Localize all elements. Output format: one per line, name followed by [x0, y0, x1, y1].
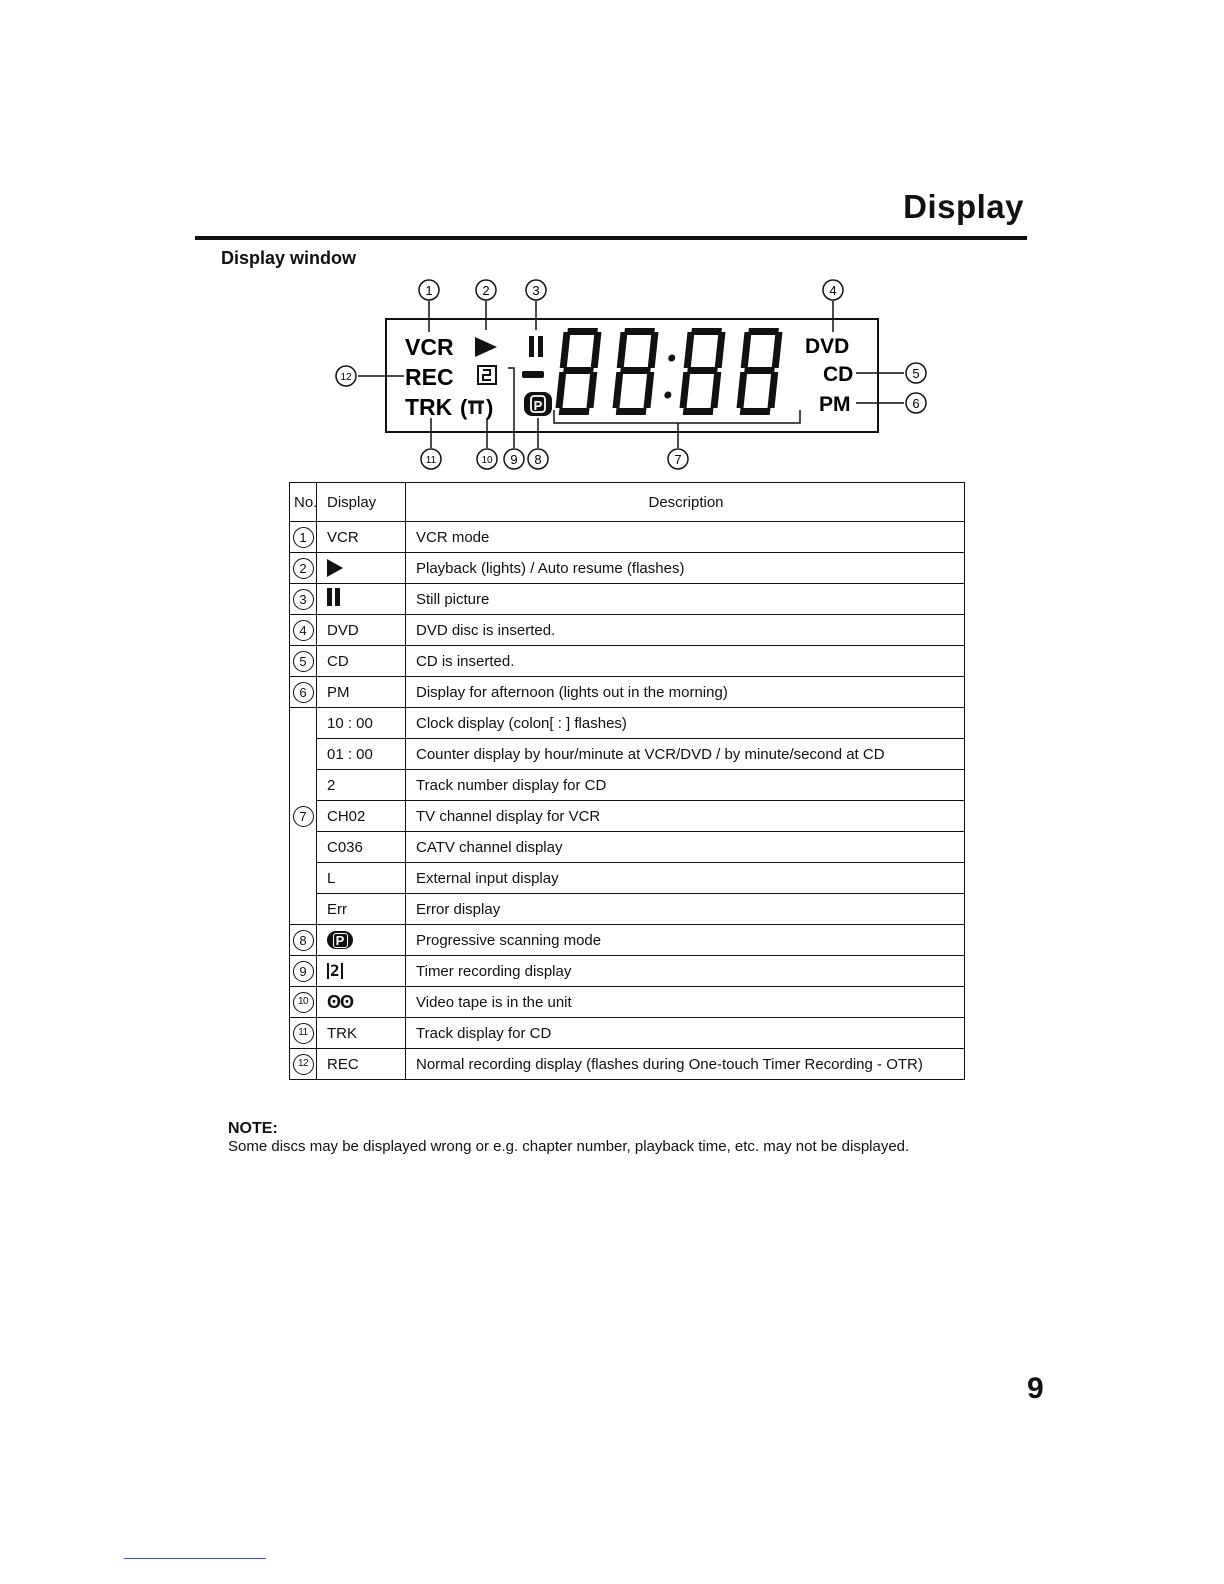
row-description: External input display	[406, 863, 965, 894]
display-description-table	[289, 482, 965, 1080]
note-label: NOTE:	[228, 1120, 278, 1137]
row-display: REC	[317, 1049, 406, 1080]
row-number: 3	[293, 589, 314, 610]
table-row	[290, 615, 965, 646]
lcd-vcr-label: VCR	[405, 334, 454, 360]
row-description: Counter display by hour/minute at VCR/DVD / by minute/second at CD	[406, 739, 965, 770]
table-row	[290, 925, 965, 956]
table-row	[290, 584, 965, 615]
row-description: Track number display for CD	[406, 770, 965, 801]
row-description: Timer recording display	[406, 956, 965, 987]
row-description: Display for afternoon (lights out in the morning)	[406, 677, 965, 708]
row-display: 10 : 00	[317, 708, 406, 739]
row-number: 1	[293, 527, 314, 548]
row-display	[317, 987, 406, 1018]
row-display: PM	[317, 677, 406, 708]
row-description: Playback (lights) / Auto resume (flashes)	[406, 553, 965, 584]
row-number: 10	[293, 992, 314, 1013]
svg-text:3: 3	[532, 283, 540, 298]
callout-3	[526, 280, 546, 300]
header-description: Description	[406, 483, 965, 522]
table-row	[290, 1018, 965, 1049]
page-number: 9	[1027, 1372, 1044, 1405]
lcd-play-icon	[475, 337, 497, 357]
row-display: L	[317, 863, 406, 894]
callout-7	[668, 449, 688, 469]
progressive-p-icon: P	[327, 931, 353, 949]
table-row	[290, 987, 965, 1018]
row-display: VCR	[317, 522, 406, 553]
table-row	[290, 553, 965, 584]
note-text: Some discs may be displayed wrong or e.g. chapter number, playback time, etc. may not be displayed.	[228, 1138, 910, 1155]
row-display: 2	[317, 770, 406, 801]
title-rule	[195, 236, 1027, 240]
lcd-dash-icon	[522, 371, 544, 378]
callout-6	[906, 393, 926, 413]
lcd-pm-label: PM	[819, 393, 851, 416]
pause-icon	[327, 588, 343, 610]
row-number: 8	[293, 930, 314, 951]
row-display: CH02	[317, 801, 406, 832]
table-row	[290, 739, 965, 770]
row-number: 9	[293, 961, 314, 982]
svg-text:5: 5	[912, 366, 920, 381]
lcd-seven-segment-digits	[555, 328, 783, 415]
callout-10	[477, 449, 497, 469]
svg-text:8: 8	[534, 452, 542, 467]
lcd-tape-icon	[460, 395, 493, 420]
row-description: Still picture	[406, 584, 965, 615]
table-row	[290, 863, 965, 894]
header-display: Display	[317, 483, 406, 522]
row-description: Progressive scanning mode	[406, 925, 965, 956]
svg-text:(: (	[460, 395, 468, 420]
svg-text:): )	[486, 395, 494, 420]
table-row	[290, 770, 965, 801]
svg-text:6: 6	[912, 396, 920, 411]
section-heading: Display window	[221, 248, 357, 268]
svg-text:1: 1	[425, 283, 433, 298]
lcd-dvd-label: DVD	[805, 335, 850, 358]
svg-text:2: 2	[482, 283, 490, 298]
play-icon	[327, 559, 343, 577]
row-description: Video tape is in the unit	[406, 987, 965, 1018]
callout-5	[906, 363, 926, 383]
row-display: C036	[317, 832, 406, 863]
row-description: TV channel display for VCR	[406, 801, 965, 832]
row-display: CD	[317, 646, 406, 677]
footer-rule	[124, 1558, 266, 1559]
row-display	[317, 956, 406, 987]
row-number: 7	[293, 806, 314, 827]
tape-icon: ʘʘ	[327, 991, 354, 1012]
row-display: DVD	[317, 615, 406, 646]
svg-text:11: 11	[425, 455, 437, 466]
svg-text:7: 7	[674, 452, 682, 467]
row-number: 2	[293, 558, 314, 579]
table-row	[290, 956, 965, 987]
header-no: No.	[290, 483, 317, 522]
table-row	[290, 522, 965, 553]
row-number: 12	[293, 1054, 314, 1075]
page-title: Display	[903, 188, 1024, 225]
row-number: 11	[293, 1023, 314, 1044]
row-display	[317, 925, 406, 956]
svg-text:10: 10	[481, 455, 493, 466]
table-row	[290, 646, 965, 677]
table-row	[290, 832, 965, 863]
row-display: TRK	[317, 1018, 406, 1049]
row-description: VCR mode	[406, 522, 965, 553]
svg-text:12: 12	[340, 372, 352, 383]
row-description: DVD disc is inserted.	[406, 615, 965, 646]
row-number: 6	[293, 682, 314, 703]
display-window-diagram	[300, 270, 960, 480]
lcd-pause-icon	[529, 336, 543, 357]
callout-8	[528, 449, 548, 469]
table-row	[290, 894, 965, 925]
table-row	[290, 677, 965, 708]
callout-4	[823, 280, 843, 300]
row-description: Normal recording display (flashes during One-touch Timer Recording - OTR)	[406, 1049, 965, 1080]
callout-12	[336, 366, 356, 386]
row-description: CATV channel display	[406, 832, 965, 863]
row-number: 5	[293, 651, 314, 672]
callout-1	[419, 280, 439, 300]
callout-2	[476, 280, 496, 300]
svg-text:P: P	[533, 398, 543, 413]
row-description: Track display for CD	[406, 1018, 965, 1049]
timer-icon: 2	[327, 963, 343, 979]
callout-11	[421, 449, 441, 469]
lcd-timer-icon	[478, 366, 496, 384]
callout-9	[504, 449, 524, 469]
row-description: Error display	[406, 894, 965, 925]
lcd-diagram-svg	[300, 270, 960, 480]
lcd-rec-label: REC	[405, 364, 454, 390]
table-header-row	[290, 483, 965, 522]
row-description: Clock display (colon[ : ] flashes)	[406, 708, 965, 739]
row-display	[317, 553, 406, 584]
row-display: 01 : 00	[317, 739, 406, 770]
table-row	[290, 708, 965, 739]
row-number: 4	[293, 620, 314, 641]
lcd-trk-label: TRK	[405, 394, 453, 420]
lcd-p-icon	[524, 392, 552, 416]
svg-text:9: 9	[510, 452, 518, 467]
lcd-cd-label: CD	[823, 363, 854, 386]
row-display	[317, 584, 406, 615]
row-description: CD is inserted.	[406, 646, 965, 677]
svg-text:4: 4	[829, 283, 837, 298]
table-row	[290, 1049, 965, 1080]
row-display: Err	[317, 894, 406, 925]
table-row	[290, 801, 965, 832]
